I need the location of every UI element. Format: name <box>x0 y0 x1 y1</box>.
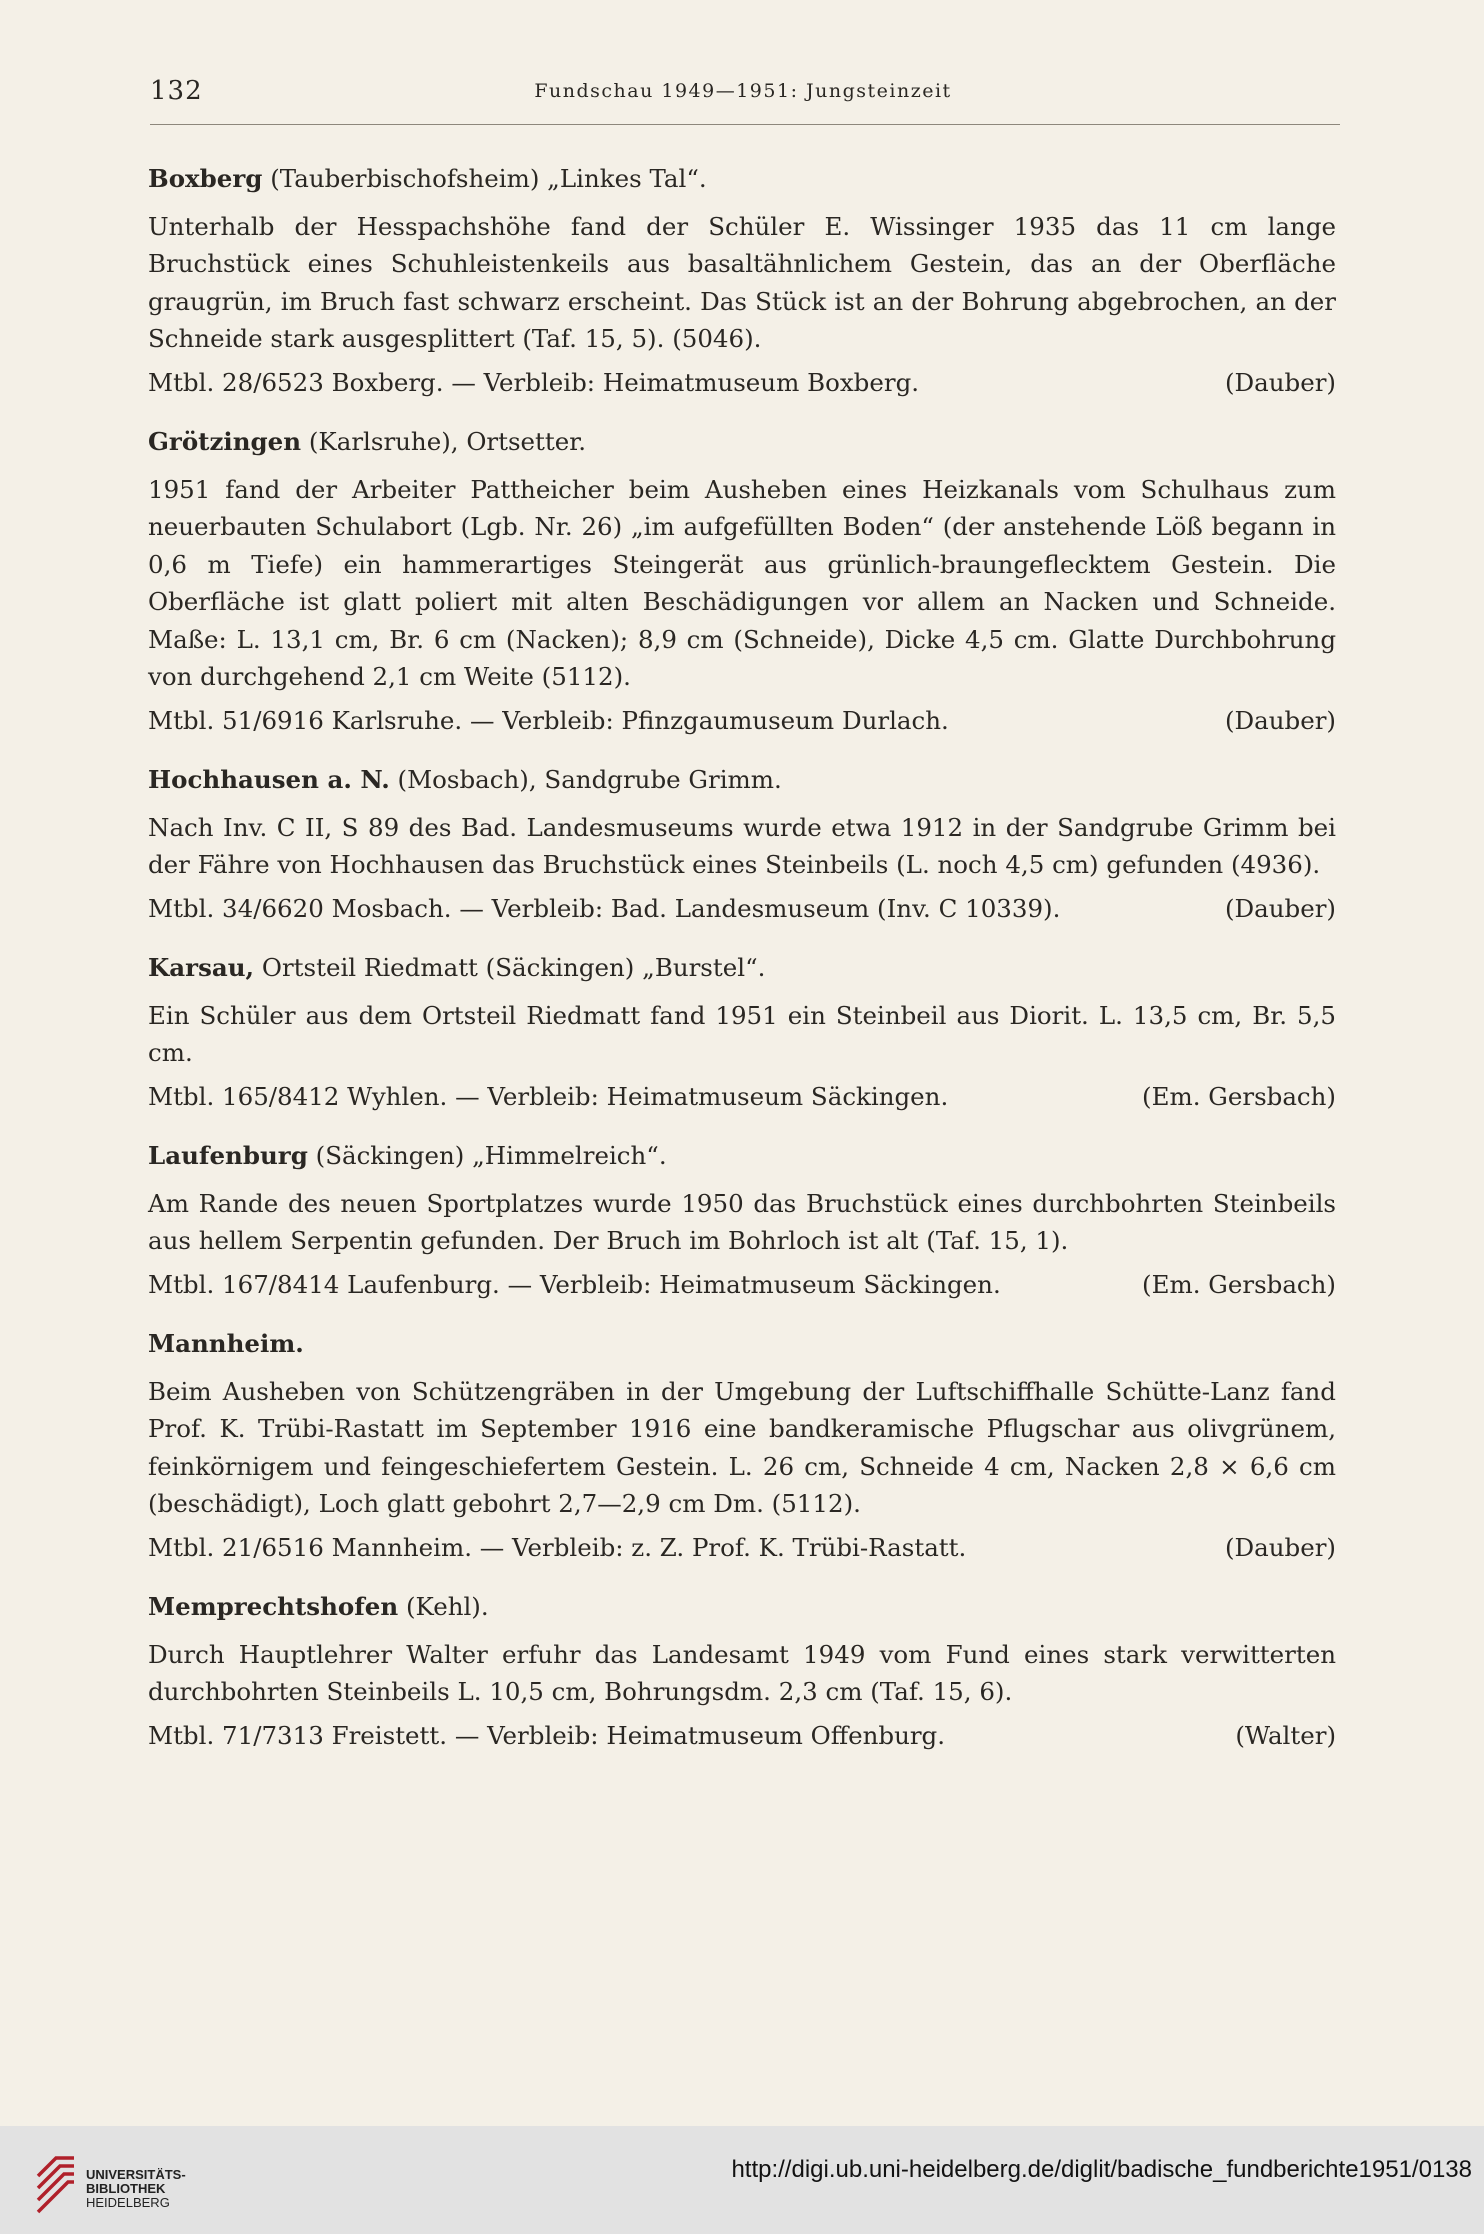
entry-author: (Em. Gersbach) <box>1142 1269 1336 1299</box>
entry-author: (Walter) <box>1235 1720 1336 1750</box>
entry-place: Boxberg <box>148 164 263 193</box>
entry-reference <box>148 890 1336 928</box>
find-entry-hochhausen <box>148 761 1336 927</box>
entry-author: (Dauber) <box>1224 1532 1336 1562</box>
entry-text: Durch Hauptlehrer Walter erfuhr das Landesamt 1949 vom Fund eines stark verwitterten durchbohrten Steinbeils L. 10,5 cm, Bohrungsdm. 2,3 cm (Taf. 15, 6). <box>148 1639 1336 1706</box>
page-header <box>150 76 1336 116</box>
entry-text: Beim Ausheben von Schützengräben in der Umgebung der Luftschiffhalle Schütte-Lanz fand Prof. K. Trübi-Rastatt im September 1916 eine bandkeramische Pflugschar aus olivgrünem, feinkörnigem und feingeschiefertem Gestein. L. 26 cm, Schneide 4 cm, Nacken 2,8 × 6,6 cm (beschädigt), Loch glatt gebohrt 2,7—2,9 cm Dm. (5112). <box>148 1376 1336 1518</box>
find-entry-laufenburg <box>148 1137 1336 1303</box>
library-name <box>86 2168 186 2210</box>
find-entry-karsau <box>148 949 1336 1115</box>
entry-reference <box>148 702 1336 740</box>
entry-location: (Säckingen) „Himmelreich“. <box>307 1141 667 1170</box>
entry-text: 1951 fand der Arbeiter Pattheicher beim Ausheben eines Heizkanals vom Schulhaus zum neuerbauten Schulabort (Lgb. Nr. 26) „im aufgefüllten Boden“ (der anstehende Löß begann in 0,6 m Tiefe) ein hammerartiges Steingerät aus grünlich-braungeflecktem Gestein. Die Oberfläche ist glatt poliert mit alten Beschädigungen vor allem an Nacken und Schneide. Maße: L. 13,1 cm, Br. 6 cm (Nacken); 8,9 cm (Schneide), Dicke 4,5 cm. Glatte Durchbohrung von durchgehend 2,1 cm Weite (5112). <box>148 474 1336 691</box>
entry-heading <box>148 160 1336 198</box>
entry-heading <box>148 1325 1336 1363</box>
find-entry-groetzingen <box>148 423 1336 739</box>
header-rule <box>150 124 1340 125</box>
entry-heading <box>148 949 1336 987</box>
entry-author: (Dauber) <box>1224 705 1336 735</box>
entry-location: (Kehl). <box>398 1592 489 1621</box>
find-entry-mannheim <box>148 1325 1336 1566</box>
permalink-url[interactable]: http://digi.ub.uni-heidelberg.de/diglit/badische_fundberichte1951/0138 <box>731 2156 1472 2183</box>
map-sheet-reference: Mtbl. 165/8412 Wyhlen. — Verbleib: Heimatmuseum Säckingen. <box>148 1081 949 1111</box>
entry-place: Laufenburg <box>148 1141 308 1170</box>
entry-text: Ein Schüler aus dem Ortsteil Riedmatt fand 1951 ein Steinbeil aus Diorit. L. 13,5 cm, Br. 5,5 cm. <box>148 1000 1336 1067</box>
entry-location: (Karlsruhe), Ortsetter. <box>301 427 587 456</box>
entry-place: Karsau, <box>148 953 255 982</box>
page-number: 132 <box>150 76 203 106</box>
map-sheet-reference: Mtbl. 167/8414 Laufenburg. — Verbleib: Heimatmuseum Säckingen. <box>148 1269 1001 1299</box>
entry-author: (Dauber) <box>1224 367 1336 397</box>
entry-text: Unterhalb der Hesspachshöhe fand der Schüler E. Wissinger 1935 das 11 cm lange Bruchstück eines Schuhleistenkeils aus basaltähnlichem Gestein, das an der Oberfläche graugrün, im Bruch fast schwarz erscheint. Das Stück ist an der Bohrung abgebrochen, an der Schneide stark ausgesplittert (Taf. 15, 5). (5046). <box>148 211 1336 353</box>
find-entry-boxberg <box>148 160 1336 401</box>
library-logo-icon <box>34 2140 80 2222</box>
entry-place: Memprechtshofen <box>148 1592 399 1621</box>
map-sheet-reference: Mtbl. 51/6916 Karlsruhe. — Verbleib: Pfinzgaumuseum Durlach. <box>148 705 949 735</box>
entry-location: (Mosbach), Sandgrube Grimm. <box>389 765 782 794</box>
map-sheet-reference: Mtbl. 28/6523 Boxberg. — Verbleib: Heimatmuseum Boxberg. <box>148 367 920 397</box>
entry-location: Ortsteil Riedmatt (Säckingen) „Burstel“. <box>254 953 766 982</box>
map-sheet-reference: Mtbl. 21/6516 Mannheim. — Verbleib: z. Z. Prof. K. Trübi-Rastatt. <box>148 1532 967 1562</box>
entry-reference <box>148 1717 1336 1755</box>
entry-place: Grötzingen <box>148 427 302 456</box>
find-entry-memprechtshofen <box>148 1588 1336 1754</box>
map-sheet-reference: Mtbl. 71/7313 Freistett. — Verbleib: Heimatmuseum Offenburg. <box>148 1720 946 1750</box>
entry-author: (Em. Gersbach) <box>1142 1081 1336 1111</box>
library-name-line: UNIVERSITÄTS- <box>86 2167 186 2182</box>
entry-place: Hochhausen a. N. <box>148 765 390 794</box>
entry-author: (Dauber) <box>1224 893 1336 923</box>
entry-heading <box>148 1588 1336 1626</box>
running-title: Fundschau 1949—1951: Jungsteinzeit <box>534 80 952 102</box>
entry-heading <box>148 761 1336 799</box>
library-footer <box>0 2126 1484 2234</box>
entry-reference <box>148 364 1336 402</box>
library-name-line: BIBLIOTHEK <box>86 2181 166 2196</box>
entry-reference <box>148 1078 1336 1116</box>
entry-reference <box>148 1266 1336 1304</box>
entry-heading <box>148 1137 1336 1175</box>
entry-place: Mannheim. <box>148 1329 304 1358</box>
map-sheet-reference: Mtbl. 34/6620 Mosbach. — Verbleib: Bad. Landesmuseum (Inv. C 10339). <box>148 893 1061 923</box>
article-body <box>148 160 1336 1776</box>
entry-text: Nach Inv. C II, S 89 des Bad. Landesmuseums wurde etwa 1912 in der Sandgrube Grimm bei der Fähre von Hochhausen das Bruchstück eines Steinbeils (L. noch 4,5 cm) gefunden (4936). <box>148 812 1336 879</box>
entry-reference <box>148 1529 1336 1567</box>
entry-heading <box>148 423 1336 461</box>
entry-text: Am Rande des neuen Sportplatzes wurde 1950 das Bruchstück eines durchbohrten Steinbeils aus hellem Serpentin gefunden. Der Bruch im Bohrloch ist alt (Taf. 15, 1). <box>148 1188 1336 1255</box>
library-name-line: HEIDELBERG <box>86 2195 170 2210</box>
entry-location: (Tauberbischofsheim) „Linkes Tal“. <box>262 164 707 193</box>
